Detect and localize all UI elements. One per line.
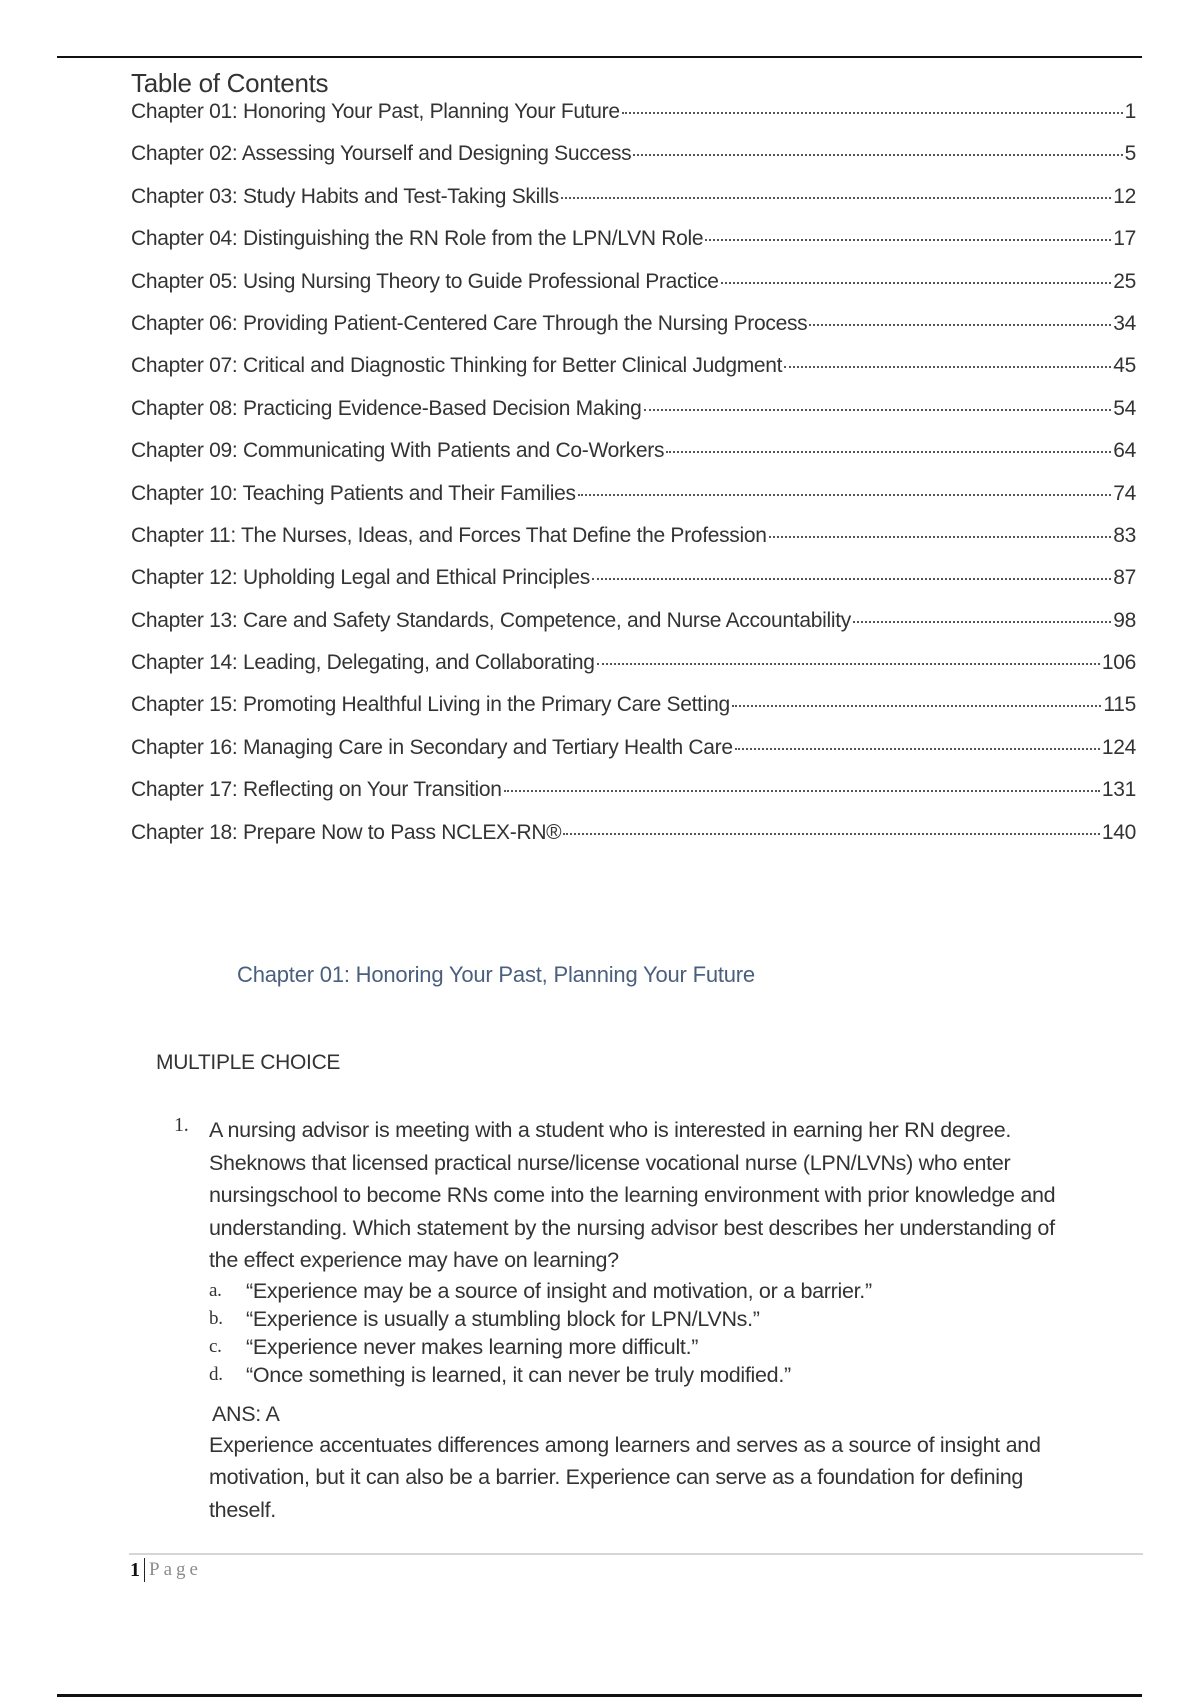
- toc-leader-dots: [597, 663, 1100, 665]
- toc-leader-dots: [592, 578, 1111, 580]
- option-letter: c.: [209, 1335, 222, 1357]
- toc-entry-page[interactable]: 87: [1113, 566, 1136, 590]
- answer-key: ANS: A: [212, 1401, 280, 1426]
- answer-option: [209, 1333, 1094, 1361]
- toc-entry-page[interactable]: 64: [1113, 439, 1136, 463]
- toc-leader-dots: [504, 790, 1100, 792]
- toc-entry[interactable]: [131, 736, 1136, 778]
- toc-leader-dots: [735, 748, 1100, 750]
- toc-entry-label[interactable]: Chapter 14: Leading, Delegating, and Collaborating: [131, 651, 595, 675]
- toc-leader-dots: [732, 705, 1102, 707]
- option-letter: d.: [209, 1363, 223, 1385]
- toc-entry[interactable]: [131, 566, 1136, 608]
- toc-entry-label[interactable]: Chapter 08: Practicing Evidence-Based Decision Making: [131, 396, 642, 420]
- toc-leader-dots: [721, 282, 1112, 284]
- toc-entry-page[interactable]: 34: [1113, 311, 1136, 335]
- question-block: [174, 1114, 1094, 1526]
- toc-entry[interactable]: [131, 651, 1136, 693]
- option-text: “Experience never makes learning more difficult.”: [246, 1334, 699, 1359]
- toc-leader-dots: [633, 154, 1122, 156]
- toc-entry-label[interactable]: Chapter 13: Care and Safety Standards, Competence, and Nurse Accountability: [131, 608, 851, 632]
- toc-entry-page[interactable]: 115: [1103, 693, 1136, 717]
- page-label: Page: [149, 1559, 202, 1580]
- toc-entry-label[interactable]: Chapter 04: Distinguishing the RN Role from the LPN/LVN Role: [131, 227, 704, 251]
- option-text: “Experience is usually a stumbling block for LPN/LVNs.”: [246, 1306, 760, 1331]
- page-number: 1: [130, 1558, 140, 1581]
- toc-entry[interactable]: [131, 778, 1136, 820]
- toc-entry[interactable]: [131, 312, 1136, 354]
- toc-entry-page[interactable]: 124: [1101, 735, 1136, 759]
- toc-entry[interactable]: [131, 609, 1136, 651]
- toc-leader-dots: [622, 112, 1123, 114]
- table-of-contents: [131, 66, 1136, 863]
- toc-entry[interactable]: [131, 821, 1136, 863]
- toc-entry-page[interactable]: 98: [1113, 608, 1136, 632]
- toc-entry-label[interactable]: Chapter 10: Teaching Patients and Their Families: [131, 481, 576, 505]
- toc-entry-label[interactable]: Chapter 17: Reflecting on Your Transition: [131, 778, 502, 802]
- toc-entry-page[interactable]: 5: [1124, 142, 1136, 166]
- toc-leader-dots: [769, 536, 1112, 538]
- toc-entry-page[interactable]: 25: [1113, 269, 1136, 293]
- toc-entry-page[interactable]: 83: [1113, 523, 1136, 547]
- toc-entry-label[interactable]: Chapter 02: Assessing Yourself and Designing Success: [131, 142, 632, 166]
- page-footer: [130, 1558, 202, 1582]
- toc-entry-page[interactable]: 131: [1101, 778, 1136, 802]
- toc-leader-dots: [705, 239, 1111, 241]
- toc-leader-dots: [666, 451, 1111, 453]
- toc-entry-page[interactable]: 1: [1124, 100, 1136, 123]
- toc-entry-label[interactable]: Chapter 15: Promoting Healthful Living in the Primary Care Setting: [131, 693, 730, 717]
- option-letter: b.: [209, 1307, 223, 1329]
- toc-entry[interactable]: [131, 100, 1136, 142]
- toc-entry-page[interactable]: 106: [1101, 651, 1136, 675]
- toc-entry[interactable]: [131, 227, 1136, 269]
- toc-entry-page[interactable]: 74: [1113, 481, 1136, 505]
- toc-entry-page[interactable]: 17: [1113, 227, 1136, 251]
- toc-entry-label[interactable]: Chapter 09: Communicating With Patients and Co-Workers: [131, 439, 665, 463]
- option-text: “Experience may be a source of insight and motivation, or a barrier.”: [246, 1278, 872, 1303]
- answer-option: [209, 1361, 1094, 1389]
- toc-leader-dots: [809, 324, 1111, 326]
- question-number: 1.: [174, 1114, 189, 1136]
- page-separator: [144, 1558, 145, 1582]
- question-text: A nursing advisor is meeting with a student who is interested in earning her RN degree. Sheknows that licensed practical nurse/license vocational nurse (LPN/LVNs) who enter nursingschool to become RNs come into the learning environment with prior knowledge and understanding. Which statement by the nursing advisor best describes her understanding of the effect experience may have on learning?: [209, 1118, 1056, 1272]
- toc-entry[interactable]: [131, 439, 1136, 481]
- option-letter: a.: [209, 1279, 222, 1301]
- toc-entry[interactable]: [131, 142, 1136, 184]
- toc-leader-dots: [578, 494, 1111, 496]
- toc-entry-page[interactable]: 12: [1113, 184, 1136, 208]
- toc-entry-page[interactable]: 54: [1113, 396, 1136, 420]
- answer-option: [209, 1305, 1094, 1333]
- toc-entry-label[interactable]: Chapter 11: The Nurses, Ideas, and Forces That Define the Profession: [131, 523, 767, 547]
- toc-entry-label[interactable]: Chapter 03: Study Habits and Test-Taking Skills: [131, 184, 559, 208]
- toc-entry-label[interactable]: Chapter 07: Critical and Diagnostic Thinking for Better Clinical Judgment: [131, 354, 783, 378]
- toc-entry-page[interactable]: 140: [1101, 820, 1136, 844]
- toc-list: [131, 100, 1136, 863]
- toc-leader-dots: [563, 833, 1100, 835]
- toc-entry[interactable]: [131, 524, 1136, 566]
- toc-entry-label[interactable]: Chapter 01: Honoring Your Past, Planning Your Future: [131, 100, 620, 123]
- rationale-text: Experience accentuates differences among learners and serves as a source of insight and motivation, but it can also be a barrier. Experience can serve as a foundation for defining theself.: [209, 1432, 1041, 1522]
- answer-option: [209, 1277, 1094, 1305]
- toc-entry-label[interactable]: Chapter 06: Providing Patient-Centered Care Through the Nursing Process: [131, 311, 808, 335]
- toc-entry[interactable]: [131, 482, 1136, 524]
- answer-options: [209, 1277, 1094, 1389]
- toc-leader-dots: [853, 621, 1111, 623]
- toc-entry[interactable]: [131, 354, 1136, 396]
- toc-entry-label[interactable]: Chapter 16: Managing Care in Secondary and Tertiary Health Care: [131, 735, 733, 759]
- option-text: “Once something is learned, it can never be truly modified.”: [246, 1362, 791, 1387]
- chapter-heading: Chapter 01: Honoring Your Past, Planning Your Future: [237, 962, 755, 987]
- toc-entry-label[interactable]: Chapter 18: Prepare Now to Pass NCLEX-RN®: [131, 820, 562, 844]
- toc-entry[interactable]: [131, 270, 1136, 312]
- toc-entry[interactable]: [131, 185, 1136, 227]
- toc-entry[interactable]: [131, 397, 1136, 439]
- toc-entry-page[interactable]: 45: [1113, 354, 1136, 378]
- toc-entry-label[interactable]: Chapter 05: Using Nursing Theory to Guide Professional Practice: [131, 269, 719, 293]
- toc-leader-dots: [561, 197, 1111, 199]
- toc-entry-label[interactable]: Chapter 12: Upholding Legal and Ethical Principles: [131, 566, 590, 590]
- toc-leader-dots: [784, 366, 1111, 368]
- bottom-rule: [57, 1694, 1142, 1697]
- section-heading: MULTIPLE CHOICE: [156, 1051, 341, 1074]
- header-rule: [57, 56, 1142, 58]
- toc-leader-dots: [644, 409, 1112, 411]
- toc-entry[interactable]: [131, 693, 1136, 735]
- footer-rule: [129, 1553, 1143, 1555]
- toc-title: Table of Contents: [131, 68, 329, 98]
